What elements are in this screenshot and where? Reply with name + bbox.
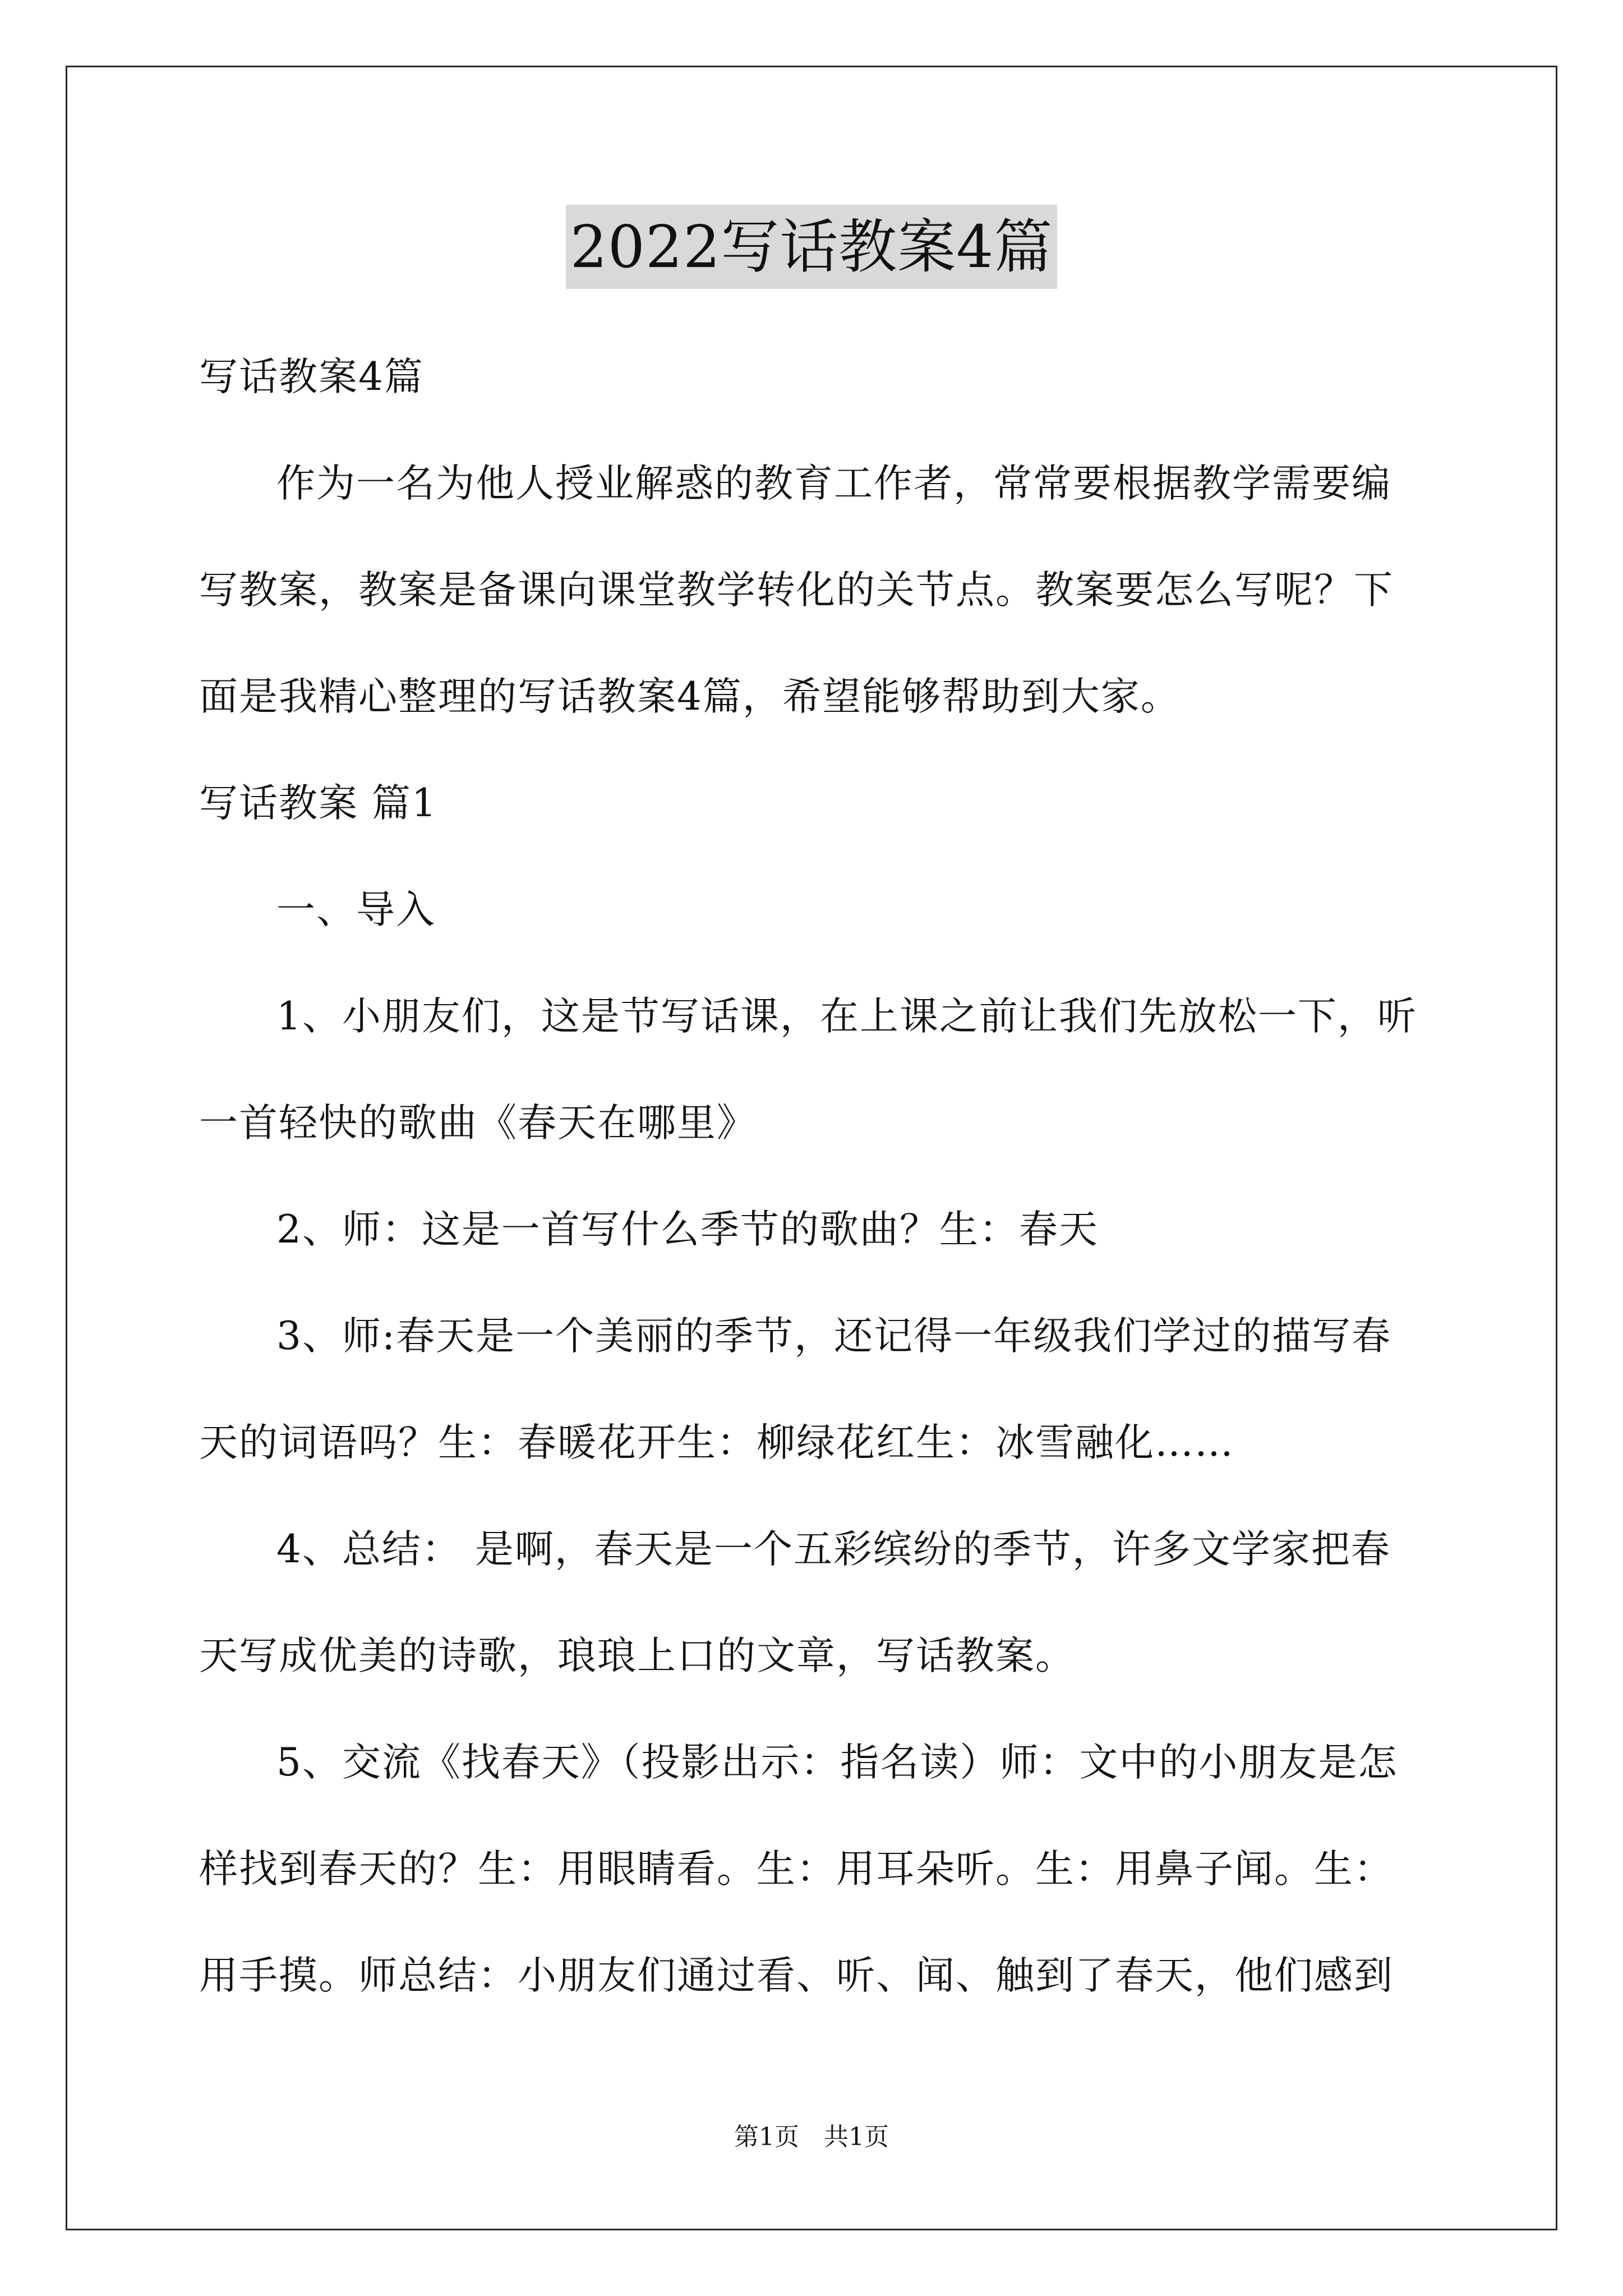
paragraph-line: 样找到春天的？生：用眼睛看。生：用耳朵听。生：用鼻子闻。生：: [199, 1847, 1394, 1892]
section-heading: 写话教案4篇: [199, 355, 424, 399]
paragraph-line: 5、交流《找春天》（投影出示：指名读）师：文中的小朋友是怎: [276, 1740, 1398, 1785]
paragraph-line: 一首轻快的歌曲《春天在哪里》: [199, 1101, 757, 1145]
page-footer: 第1页 共1页: [734, 2123, 889, 2151]
paragraph-line: 面是我精心整理的写话教案4篇，希望能够帮助到大家。: [199, 674, 1181, 719]
paragraph-line: 4、总结： 是啊，春天是一个五彩缤纷的季节，许多文学家把春: [276, 1527, 1391, 1572]
paragraph-line: 用手摸。师总结：小朋友们通过看、听、闻、触到了春天，他们感到: [199, 1953, 1394, 1998]
document-title: 2022写话教案4篇: [566, 205, 1058, 289]
paragraph-line: 写教案，教案是备课向课堂教学转化的关节点。教案要怎么写呢？下: [199, 568, 1394, 613]
section-heading: 写话教案 篇1: [199, 781, 437, 826]
paragraph-line: 天的词语吗？生：春暖花开生：柳绿花红生：冰雪融化……: [199, 1420, 1234, 1465]
paragraph-line: 1、小朋友们，这是节写话课，在上课之前让我们先放松一下，听: [276, 994, 1417, 1039]
paragraph-line: 3、师:春天是一个美丽的季节，还记得一年级我们学过的描写春: [276, 1314, 1392, 1359]
paragraph-line: 作为一名为他人授业解惑的教育工作者，常常要根据教学需要编: [276, 461, 1391, 506]
paragraph-line: 2、师：这是一首写什么季节的歌曲？生：春天: [276, 1207, 1099, 1252]
paragraph-line: 天写成优美的诗歌，琅琅上口的文章，写话教案。: [199, 1634, 1075, 1678]
paragraph-line: 一、导入: [276, 887, 436, 932]
title-container: [0, 205, 1623, 289]
